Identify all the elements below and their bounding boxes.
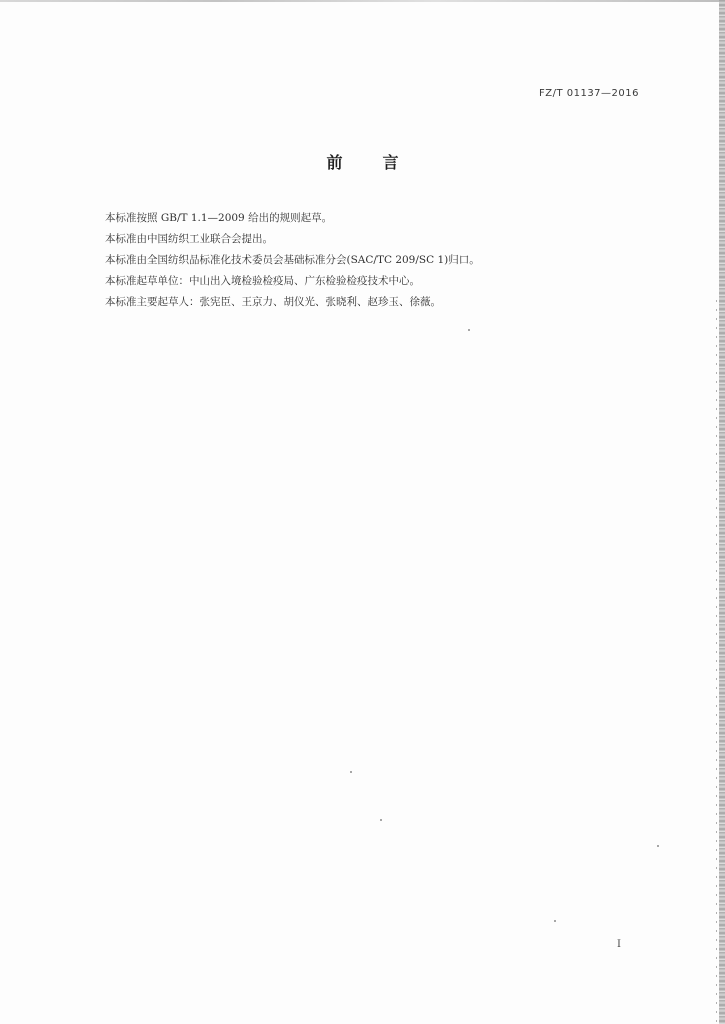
page-number: I xyxy=(617,939,621,950)
scan-speck xyxy=(657,845,659,847)
foreword-body xyxy=(105,208,625,313)
foreword-line-5: 本标准主要起草人：张宪臣、王京力、胡仪光、张晓利、赵珍玉、徐薇。 xyxy=(105,296,441,308)
foreword-line-3: 本标准由全国纺织品标准化技术委员会基础标准分会(SAC/TC 209/SC 1)归口。 xyxy=(105,254,480,266)
title-char-1: 前 xyxy=(326,153,343,172)
scan-right-edge-line xyxy=(716,300,717,1024)
title-char-2: 言 xyxy=(382,153,399,172)
scan-speck xyxy=(468,329,470,331)
standard-code: FZ/T 01137—2016 xyxy=(538,88,639,99)
foreword-line-1: 本标准按照 GB/T 1.1—2009 给出的规则起草。 xyxy=(105,212,333,224)
section-title xyxy=(0,150,725,173)
foreword-line-2: 本标准由中国纺织工业联合会提出。 xyxy=(105,233,273,245)
foreword-line-4: 本标准起草单位：中山出入境检验检疫局、广东检验检疫技术中心。 xyxy=(105,275,420,287)
scan-speck xyxy=(554,920,556,922)
scan-speck xyxy=(350,771,352,773)
scan-speck xyxy=(380,819,382,821)
scan-top-edge xyxy=(0,0,725,2)
